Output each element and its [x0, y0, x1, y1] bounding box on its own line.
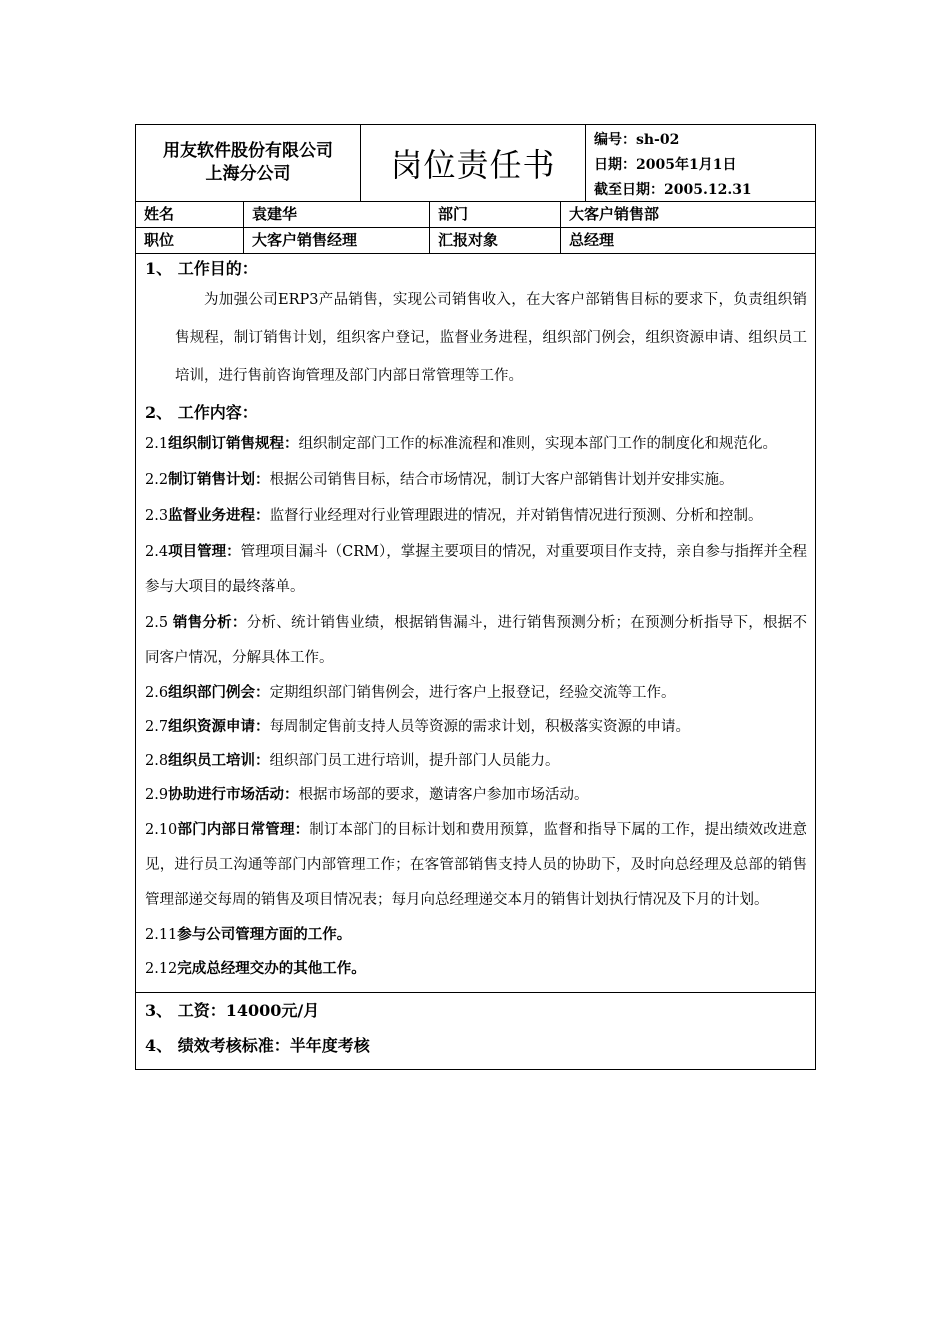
name-value: 袁建华 — [244, 202, 430, 227]
document-header — [136, 125, 815, 202]
name-label: 姓名 — [136, 202, 244, 227]
work-item — [145, 710, 807, 744]
company-name — [136, 125, 361, 201]
section-1-title: 1、 工作目的： — [145, 259, 258, 278]
work-item-text: 每周制定售前支持人员等资源的需求计划，积极落实资源的申请。 — [269, 719, 691, 735]
document-footer — [136, 993, 815, 1069]
work-item-heading: 项目管理： — [168, 543, 241, 560]
work-item-number: 2.5 — [145, 615, 173, 631]
work-item-heading: 组织部门例会： — [168, 684, 270, 701]
work-item-number: 2.4 — [145, 544, 169, 560]
work-item-text: 定期组织部门销售例会，进行客户上报登记，经验交流等工作。 — [269, 685, 676, 701]
work-item — [145, 676, 807, 710]
dept-value: 大客户销售部 — [569, 205, 660, 223]
work-item — [145, 462, 807, 498]
work-item-text: 根据公司销售目标，结合市场情况，制订大客户部销售计划并安排实施。 — [269, 472, 734, 488]
work-item — [145, 605, 807, 676]
work-item-text: 根据市场部的要求，邀请客户参加市场活动。 — [298, 787, 589, 803]
section-4-appraisal: 4、 绩效考核标准：半年度考核 — [145, 1036, 370, 1055]
document-meta — [586, 125, 815, 201]
report-value: 总经理 — [569, 231, 615, 249]
work-item — [145, 534, 807, 605]
dept-label: 部门 — [430, 202, 561, 227]
work-item-text: 制订本部门的目标计划和费用预算，监督和指导下属的工作，提出绩效改进意见，进行员工沟通等部门内部管理工作；在客管部销售支持人员的协助下，及时向总经理及总部的销售管理部递交每周的销售及项目情况表；每月向总经理递交本月的销售计划执行情况及下月的计划。 — [145, 822, 808, 908]
document-date: 日期：2005年1月1日 — [594, 157, 737, 173]
position-value: 大客户销售经理 — [244, 228, 430, 253]
work-item-heading: 销售分析： — [172, 614, 247, 631]
info-row-position — [136, 228, 815, 254]
work-item-text: 监督行业经理对行业管理跟进的情况，并对销售情况进行预测、分析和控制。 — [269, 508, 763, 524]
work-item — [145, 952, 807, 986]
document-deadline: 截至日期：2005.12.31 — [594, 182, 752, 198]
info-row-name — [136, 202, 815, 228]
work-item-number: 2.8 — [145, 753, 169, 769]
work-item-heading: 协助进行市场活动： — [168, 786, 299, 803]
report-label: 汇报对象 — [430, 228, 561, 253]
work-item-text: 分析、统计销售业绩，根据销售漏斗，进行销售预测分析；在预测分析指导下，根据不同客户情况，分解具体工作。 — [145, 615, 808, 666]
document-body — [136, 259, 815, 993]
work-item-number: 2.3 — [145, 508, 169, 524]
work-item — [145, 426, 807, 462]
work-items-list — [145, 426, 807, 986]
work-item-number: 2.9 — [145, 787, 169, 803]
work-item-number: 2.1 — [145, 436, 169, 452]
work-item — [145, 744, 807, 778]
work-item-text: 管理项目漏斗（CRM），掌握主要项目的情况，对重要项目作支持，亲自参与指挥并全程参与大项目的最终落单。 — [145, 544, 807, 595]
section-1-text: 为加强公司ERP3产品销售，实现公司销售收入，在大客户部销售目标的要求下，负责组织销售规程，制订销售计划，组织客户登记，监督业务进程，组织部门例会，组织资源申请、组织员工培训，进行售前咨询管理及部门内部日常管理等工作。 — [175, 292, 807, 384]
work-item-number: 2.11 — [145, 927, 178, 943]
work-item-number: 2.7 — [145, 719, 169, 735]
work-item-number: 2.10 — [145, 822, 178, 838]
document-number: 编号：sh-02 — [594, 132, 680, 148]
work-item-heading: 参与公司管理方面的工作。 — [177, 926, 352, 943]
document-title: 岗位责任书 — [361, 125, 586, 201]
work-item-number: 2.2 — [145, 472, 169, 488]
work-item — [145, 812, 807, 918]
work-item — [145, 918, 807, 952]
work-item-heading: 制订销售计划： — [168, 471, 270, 488]
work-item — [145, 778, 807, 812]
work-item-heading: 部门内部日常管理： — [177, 821, 310, 838]
work-item-heading: 监督业务进程： — [168, 507, 270, 524]
company-line-2: 上海分公司 — [205, 164, 291, 184]
work-item — [145, 498, 807, 534]
work-item-heading: 组织员工培训： — [168, 752, 270, 769]
work-item-heading: 完成总经理交办的其他工作。 — [177, 960, 366, 977]
company-line-1: 用友软件股份有限公司 — [163, 141, 333, 161]
position-label: 职位 — [136, 228, 244, 253]
work-item-number: 2.6 — [145, 685, 169, 701]
responsibility-document — [135, 124, 816, 1070]
work-item-text: 组织部门员工进行培训，提升部门人员能力。 — [269, 753, 560, 769]
section-3-salary: 3、 工资：14000元/月 — [145, 1001, 320, 1020]
section-2-title: 2、 工作内容： — [145, 403, 258, 422]
work-item-number: 2.12 — [145, 961, 178, 977]
work-item-text: 组织制定部门工作的标准流程和准则，实现本部门工作的制度化和规范化。 — [298, 436, 778, 452]
work-item-heading: 组织制订销售规程： — [168, 435, 299, 452]
work-item-heading: 组织资源申请： — [168, 718, 270, 735]
